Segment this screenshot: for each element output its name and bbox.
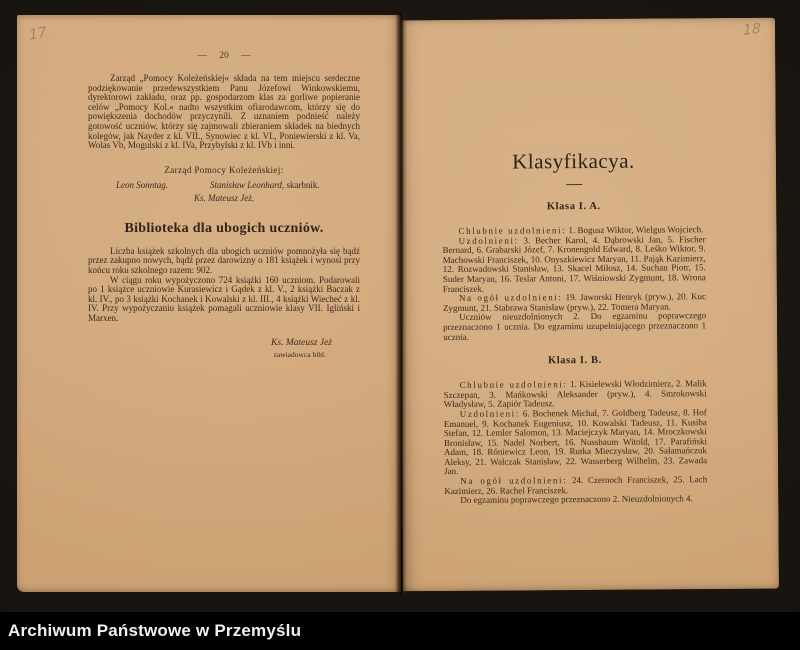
right-page (399, 18, 779, 592)
page-number: — 20 — (197, 51, 251, 61)
board-member-center: Ks. Mateusz Jeż. (194, 192, 254, 203)
class-1a-generally-capable-text: 19. Jaworski Henryk (pryw.), 20. Kuc Zygmunt, 21. Stabrawa Stanisław (pryw.), 22. Tomera Maryan. (442, 291, 706, 313)
left-page-content (88, 51, 360, 359)
pencil-folio-number-right: 18 (742, 20, 762, 39)
library-paragraph-1: Liczba książek szkolnych dla ubogich uczniów pomnożyła się bądź przez zakupno nowych, bądź przez darowizny o 181 książek i wynosi przy końcu roku szkolnego razem: 902. (88, 245, 360, 275)
class-1a-capable-paragraph (443, 235, 706, 294)
class-1a-honors-text: 1. Bogusz Wiktor, Wielgus Wojciech. (566, 224, 704, 236)
acknowledgement-paragraph: Zarząd „Pomocy Koleżeńskiej« składa na tem miejscu serdeczne podziękowanie przedewszystkiem Panu Józefowi Winkowskiemu, dyrektorowi zakładu, oraz pp. gospodarzom klas za gorliwe popieranie celów „Pomocy Kol.« nadto wszystkim ofiarodawcom, którzy się do powiększenia dochodów przyczynili. Z uznaniem podnieść należy gotowość uczniów, którzy się zajmowali zbieraniem składek na biednych kolegów, jak Nayder z kl. VII., Synowiec z kl. VI., Poniewierski z kl. Va, Wolas Vb, Mogulski z kl. IVa, Przybylski z kl. IVb i inni. (88, 73, 360, 151)
title-divider-rule (566, 184, 582, 185)
class-1a-summary-text: Uczniów nieuzdolnionych 2. Do egzaminu poprawczego przeznaczono 1 ucznia. Do egzaminu uzupełniającego przeznaczono 1 ucznia. (443, 310, 707, 342)
left-page (17, 15, 401, 592)
class-1b-summary-paragraph (444, 494, 707, 505)
class-1a-capable-text: 3. Becher Karol, 4. Dąbrowski Jan, 5. Fischer Bernard, 6. Grabarski Józef, 7. Kronengold Edward, 8. Leśko Wiktor, 9. Machowski Franciszek, 10. Onyszkiewicz Maryan, 11. Pająk Kazimierz, 12. Rozwadowski Stanisław, 13. Skacel Miłosz, 14. Suchan Piotr, 15. Suder Maryan, 16. Teslar Antoni, 17. Wiśniowski Zygmunt, 18. Wrona Franciszek. (442, 233, 706, 294)
archive-footer-label: Archiwum Państwowe w Przemyślu (8, 621, 302, 640)
archive-footer-bar (0, 612, 800, 650)
board-member-right-role: skarbnik. (284, 179, 320, 190)
pencil-folio-number-left: 17 (28, 24, 48, 44)
librarian-signature-block (88, 338, 360, 359)
class-1a-heading: Klasa I. A. (546, 200, 601, 213)
class-1b-honors-lead: Chlubnie uzdolnieni: (459, 379, 568, 391)
class-1b-heading: Klasa I. B. (547, 355, 602, 367)
class-1a-capable-lead: Uzdolnieni: (458, 235, 519, 246)
board-member-right-name: Stanisław Leonhard, (210, 179, 285, 190)
class-1b-honors-paragraph (444, 379, 707, 410)
class-1b-generally-capable-lead: Na ogół uzdolnieni: (460, 475, 568, 486)
library-paragraph-2: W ciągu roku wypożyczono 724 książki 160 uczniom. Podarowali po 1 książce uczniowie Kurasiewicz i Gądek z kl. V., 2 książki Baczak z kl. IV., po 3 książki Kochanek i Kowalski z kl. III., 4 książki Wiecheć z kl. IV. Przy wypożyczaniu książek pomagali uczniowie klasy VII. Igliński i Marxen. (88, 274, 360, 323)
class-1a-honors-lead: Chlubnie uzdolnieni: (458, 225, 567, 236)
class-1a-generally-capable-lead: Na ogół uzdolnieni: (458, 292, 563, 304)
class-1b-summary-text: Do egzaminu poprawczego przeznaczono 2. Nieuzdolnionych 4. (460, 493, 693, 506)
class-1b-honors-text: 1. Kisielewski Włodzimierz, 2. Malik Szczepan, 3. Mańkowski Aleksander (pryw.), 4. Smrokowski Władysław, 5. Zapiór Tadeusz. (443, 378, 707, 410)
librarian-signature-role: zawiadowca bibl. (273, 349, 326, 359)
class-1b-capable-lead: Uzdolnieni: (459, 408, 520, 419)
class-1b-capable-paragraph (444, 408, 707, 477)
board-members-row (88, 180, 360, 191)
library-section-heading: Biblioteka dla ubogich uczniów. (124, 220, 324, 236)
board-heading: Zarząd Pomocy Koleżeńskiej: (164, 164, 284, 175)
class-1a-summary-paragraph (443, 312, 706, 343)
class-1b-generally-capable-text: 24. Czernoch Franciszek, 25. Lach Kazimierz, 26. Rachel Franciszek. (444, 474, 708, 496)
classification-title: Klasyfikacya. (512, 148, 635, 174)
librarian-signature-name: Ks. Mateusz Jeż (271, 337, 332, 348)
board-member-left: Leon Sonntag. (116, 179, 169, 190)
board-member-right (210, 180, 320, 190)
class-1b-capable-text: 6. Bochenek Michał, 7. Goldberg Tadeusz, 8. Hof Emanuel, 9. Kochanek Eugeniusz, 10. Kowalski Tadeusz, 11. Kusiba Stefan, 12. Lemler Salomon, 13. Maciejczyk Maryan, 14. Mroczkowski Bronisław, 15. Nadel Norbert, 16. Nussbaum Witold, 17. Parafiński Adam, 18. Róniewicz Leon, 19. Rutka Mieczysław, 20. Sałamańczuk Aleksy, 21. Walczak Stanisław, 22. Wasserberg Wilhelm, 23. Zawada Jan. (443, 407, 708, 477)
right-page-content (442, 148, 707, 506)
